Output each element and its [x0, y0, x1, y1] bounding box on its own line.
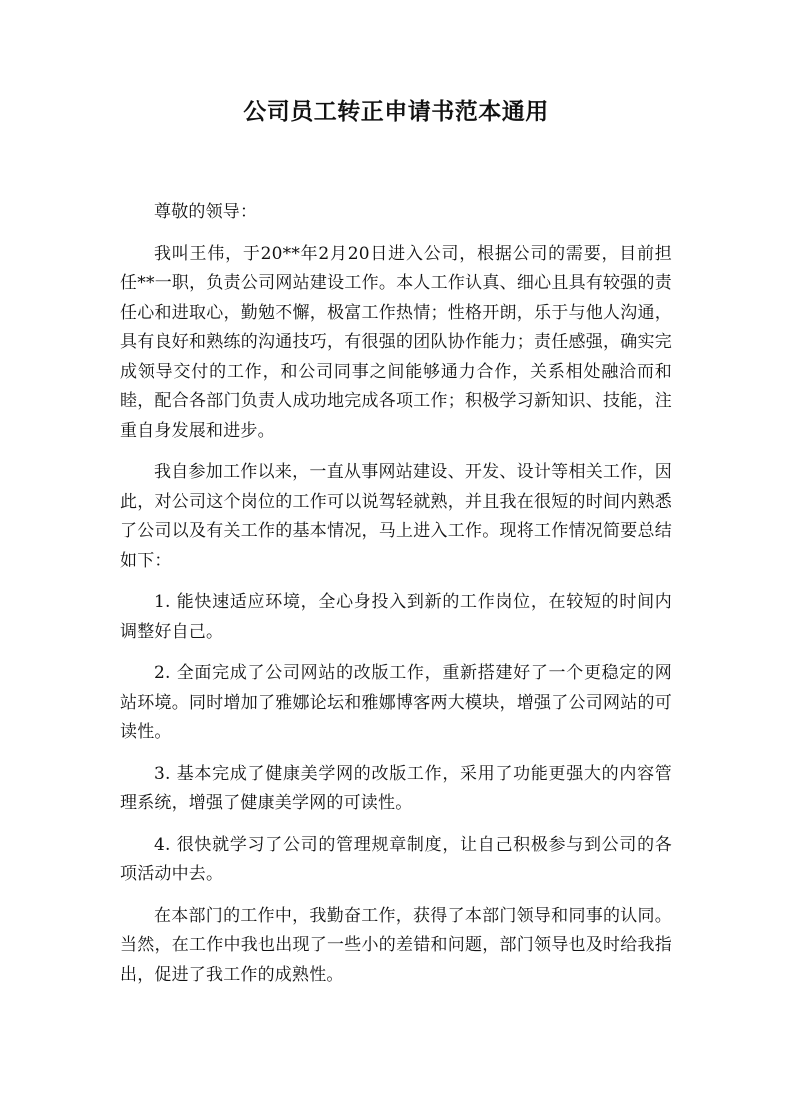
- greeting: 尊敬的领导：: [154, 202, 258, 222]
- paragraph-introduction: 我叫王伟，于20**年2月20日进入公司，根据公司的需要，目前担任**一职，负责公司网站建设工作。本人工作认真、细心且具有较强的责任心和进取心，勤勉不懈，极富工作热情；性格开朗，乐于与他人沟通，具有良好和熟练的沟通技巧，有很强的团队协作能力；责任感强，确实完成领导交付的工作，和公司同事之间能够通力合作，关系相处融洽而和睦，配合各部门负责人成功地完成各项工作；积极学习新知识、技能，注重自身发展和进步。: [120, 243, 672, 441]
- paragraph-department-work: 在本部门的工作中，我勤奋工作，获得了本部门领导和同事的认同。当然，在工作中我也出现了一些小的差错和问题，部门领导也及时给我指出，促进了我工作的成熟性。: [120, 905, 672, 985]
- list-item-2: 2. 全面完成了公司网站的改版工作，重新搭建好了一个更稳定的网站环境。同时增加了雅娜论坛和雅娜博客两大模块，增强了公司网站的可读性。: [120, 663, 672, 742]
- list-item-1: 1. 能快速适应环境，全心身投入到新的工作岗位，在较短的时间内调整好自己。: [120, 592, 672, 642]
- document-body: [120, 198, 672, 1002]
- list-item-3: 3. 基本完成了健康美学网的改版工作，采用了功能更强大的内容管理系统，增强了健康美学网的可读性。: [120, 763, 672, 813]
- list-item-4: 4. 很快就学习了公司的管理规章制度，让自己积极参与到公司的各项活动中去。: [120, 834, 672, 884]
- document-title: 公司员工转正申请书范本通用: [243, 99, 549, 125]
- paragraph-work-summary: 我自参加工作以来，一直从事网站建设、开发、设计等相关工作，因此，对公司这个岗位的工作可以说驾轻就熟，并且我在很短的时间内熟悉了公司以及有关工作的基本情况，马上进入工作。现将工作情况简要总结如下：: [120, 462, 672, 571]
